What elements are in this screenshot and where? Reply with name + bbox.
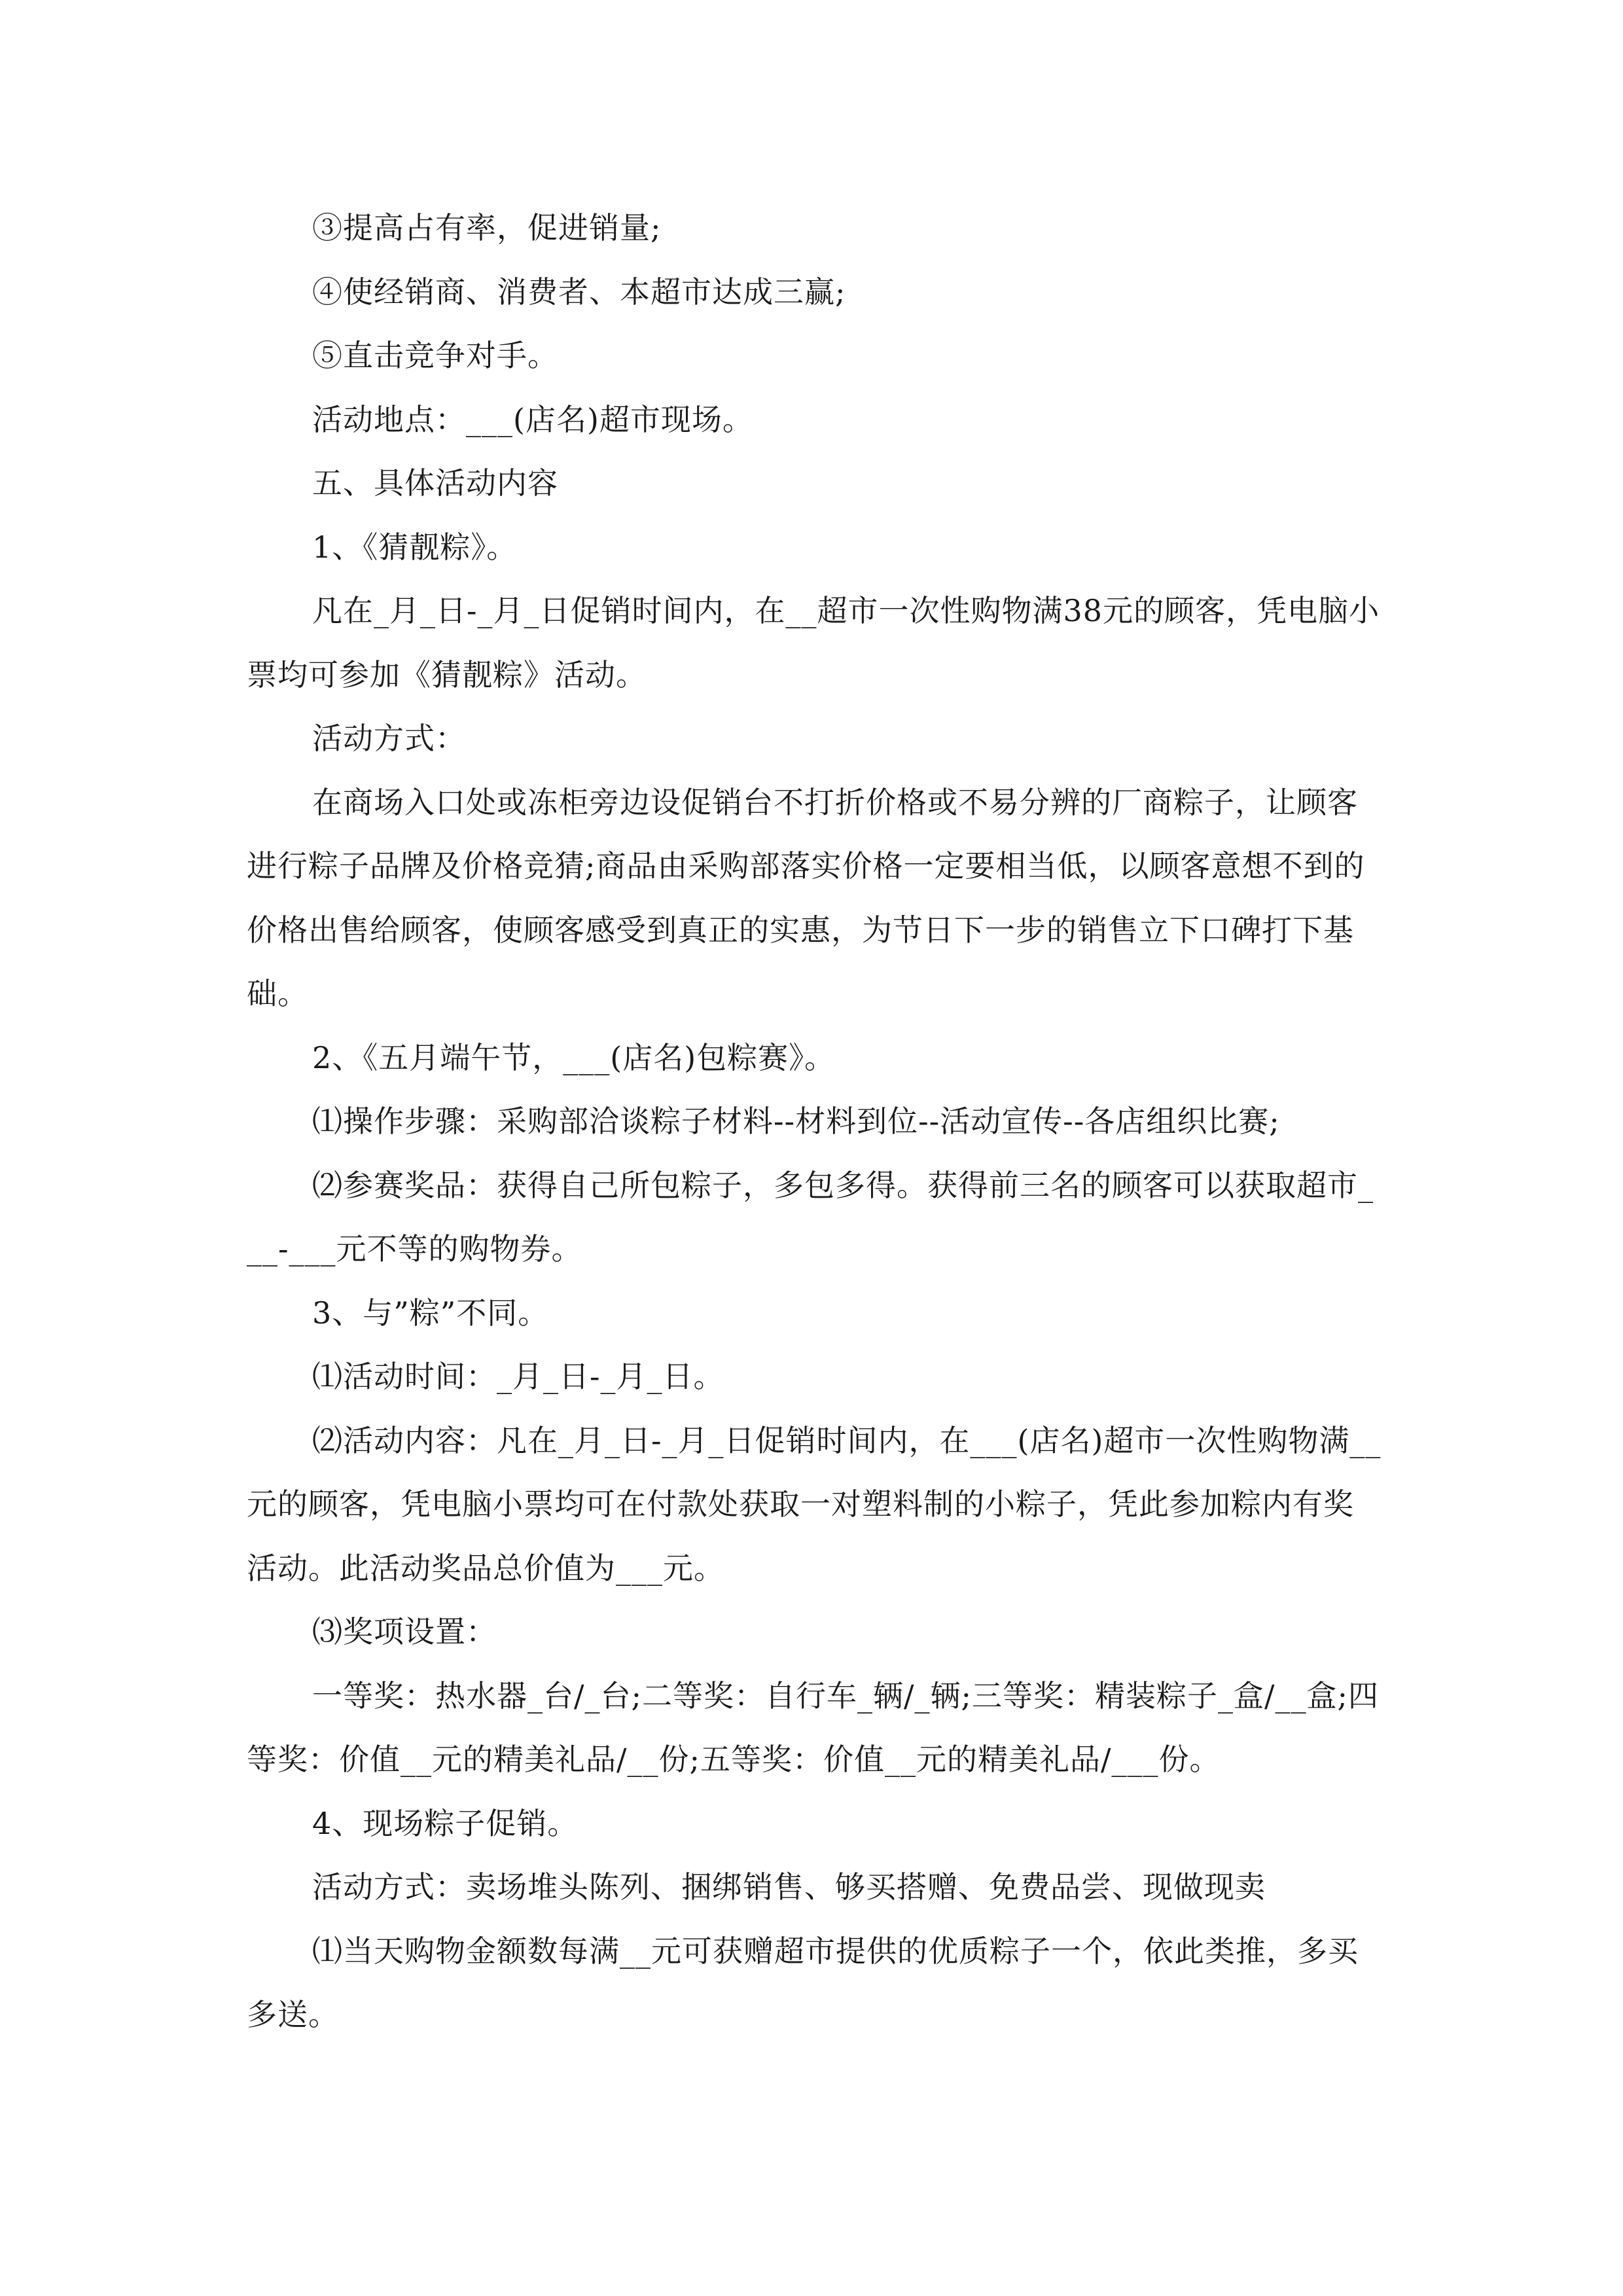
paragraph-purchase-gift: ⑴当天购物金额数每满__元可获赠超市提供的优质粽子一个，依此类推，多买多送。 <box>247 1933 1359 2032</box>
paragraph-goal-3: ③提高占有率，促进销量; <box>312 210 662 245</box>
paragraph-activity-detail: ⑵活动内容：凡在_月_日-_月_日促销时间内，在___(店名)超市一次性购物满__元的顾客，凭电脑小票均可在付款处获取一对塑料制的小粽子，凭此参加粽内有奖活动。此活动奖品总价值为___元。 <box>247 1422 1382 1586</box>
item-heading-guess-zongzi: 1、《猜靓粽》。 <box>312 529 518 565</box>
item-heading-different-zongzi: 3、与”粽”不同。 <box>312 1295 549 1331</box>
paragraph-prize-list: 一等奖：热水器_台/_台;二等奖：自行车_辆/_辆;三等奖：精装粽子_盒/__盒;四等奖：价值__元的精美礼品/__份;五等奖：价值__元的精美礼品/___份。 <box>247 1677 1379 1777</box>
paragraph-activity-time: ⑴活动时间：_月_日-_月_日。 <box>312 1359 724 1394</box>
paragraph-goal-5: ⑤直击竞争对手。 <box>312 338 558 373</box>
section-heading-activity-content: 五、具体活动内容 <box>312 465 558 501</box>
paragraph-promotion-methods: 活动方式：卖场堆头陈列、捆绑销售、够买搭赠、免费品尝、现做现卖 <box>312 1869 1266 1905</box>
paragraph-activity-method-label: 活动方式： <box>312 721 466 756</box>
item-heading-onsite-promotion: 4、现场粽子促销。 <box>312 1805 579 1841</box>
paragraph-guess-zongzi-rules: 凡在_月_日-_月_日促销时间内，在__超市一次性购物满38元的顾客，凭电脑小票均可参加《猜靓粽》活动。 <box>247 593 1380 692</box>
paragraph-contest-prizes: ⑵参赛奖品：获得自己所包粽子，多包多得。获得前三名的顾客可以获取超市___-___元不等的购物券。 <box>247 1167 1374 1266</box>
paragraph-goal-4: ④使经销商、消费者、本超市达成三赢; <box>312 274 846 310</box>
paragraph-contest-steps: ⑴操作步骤：采购部洽谈粽子材料--材料到位--活动宣传--各店组织比赛; <box>312 1103 1280 1139</box>
paragraph-activity-method-detail: 在商场入口处或冻柜旁边设促销台不打折价格或不易分辨的厂商粽子，让顾客进行粽子品牌及价格竞猜;商品由采购部落实价格一定要相当低，以顾客意想不到的价格出售给顾客，使顾客感受到真正的实惠，为节日下一步的销售立下口碑打下基础。 <box>247 784 1365 1011</box>
paragraph-prize-settings-label: ⑶奖项设置： <box>312 1614 497 1649</box>
item-heading-wrapping-contest: 2、《五月端午节，___(店名)包粽赛》。 <box>312 1039 836 1075</box>
document-body <box>247 196 1382 2047</box>
paragraph-activity-location: 活动地点：___(店名)超市现场。 <box>312 401 753 437</box>
